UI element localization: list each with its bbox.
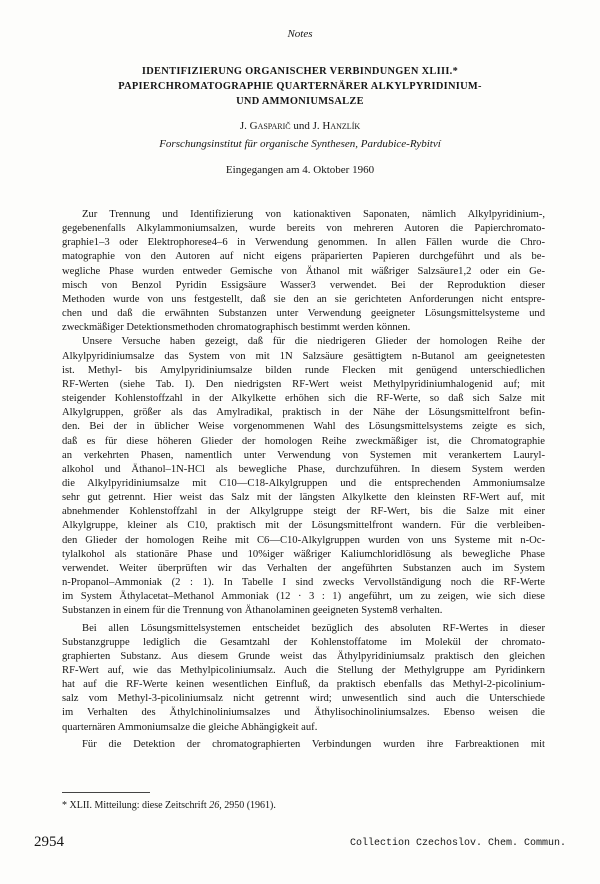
body-line: RF-Wert auf, wie das Methylpicoliniumsalz. Auch die Stellung der Methylgruppe am Pyridinkern xyxy=(62,665,545,676)
body-line: Substanzen in einem für die Trennung von Äthanolaminen geeigneten System8 verhalten. xyxy=(62,605,443,617)
body-line: wegliche Phase wurden entweder Gemische von Äthanol mit wäßriger Salzsäure1,2 oder ein Ge- xyxy=(62,265,545,277)
body-line: ist. Methyl- bis Amylpyridiniumsalze bilden runde Flecken mit genügend unterschiedlichen xyxy=(62,364,545,376)
body-line: im System Äthylacetat–Methanol Ammoniak (12 · 3 : 1) angeführt, um zu zeigen, wie sich diese xyxy=(62,591,545,603)
body-line: Bei allen Lösungsmittelsystemen entscheidet bezüglich des absoluten RF-Wertes in dieser xyxy=(82,622,545,634)
body-line: die Alkylpyridiniumsalze mit C10—C18-Alkylgruppen und die entsprechenden Ammoniumsalze xyxy=(62,477,545,489)
body-line: daß es für diese höheren Glieder der homologen Reihe zweckmäßiger ist, die Chromatographie xyxy=(62,435,545,447)
title-line-1: IDENTIFIZIERUNG ORGANISCHER VERBINDUNGEN XLIII.* xyxy=(141,66,459,77)
article-body xyxy=(62,208,545,752)
body-line: den Glieder der homologen Reihe mit C6—C10-Alkylgruppen wurden von uns Systeme mit n-Oc- xyxy=(62,534,545,546)
title-line-2: PAPIERCHROMATOGRAPHIE QUARTERNÄRER ALKYLPYRIDINIUM- xyxy=(118,81,482,92)
paragraph-2 xyxy=(62,335,545,618)
page-number: 2954 xyxy=(34,834,64,850)
paragraph-4 xyxy=(62,738,545,752)
body-line: hat auf die RF-Werte keinen wesentlichen Einfluß, da praktisch ebenfalls das Methyl-2-picolinium- xyxy=(62,679,545,691)
footnote-text-end: 2950 (1961). xyxy=(221,800,276,811)
body-line: chen und daß die erwähnten Substanzen unter Verwendung geeigneter Lösungsmittelsysteme und xyxy=(62,308,545,320)
journal-name: Collection Czechoslov. Chem. Commun. xyxy=(349,838,566,849)
body-line: misch von Benzol Pyridin Essigsäure Wasser3 verwendet. Bei der Reproduktion dieser xyxy=(62,279,545,291)
author-1: J. Gasparič xyxy=(239,120,291,132)
author-2: J. Hanzlík xyxy=(312,120,361,132)
body-line: Alkylpyridiniumsalze das System von mit 1N Salzsäure gesättigtem n-Butanol am geeignetesten xyxy=(62,350,545,362)
body-line: gegebenenfalls Alkylammoniumsalzen, wurde bereits von mehreren Autoren die Papierchromato- xyxy=(62,223,545,235)
article-title xyxy=(0,64,600,109)
body-line: n-Propanol–Ammoniak (2 : 1). In Tabelle I sind zwecks Vervollständigung noch die RF-Werte xyxy=(62,577,545,589)
body-line: alkohol und Äthanol–1N-HCl als bewegliche Phase, durchzuführen. In diesem System werden xyxy=(62,463,545,475)
body-line: abnehmender Kohlenstoffzahl in der Alkylgruppe steigt der RF-Wert, bis die Salze mit einer xyxy=(62,506,545,518)
body-line: Zur Trennung und Identifizierung von kationaktiven Saponaten, nämlich Alkylpyridinium-, xyxy=(82,209,545,220)
body-line: steigender Kohlenstoffzahl in der Alkylkette erhöhen sich die RF-Werte, so daß sich Salze mit xyxy=(62,393,545,405)
body-line: graphierten Substanz. Aus diesem Grunde weist das Äthylpyridiniumsalz praktisch den gleichen xyxy=(62,650,545,662)
footnote-text: * XLII. Mitteilung: diese Zeitschrift xyxy=(62,800,210,811)
body-line: matographie von den Autoren auf nicht eigens präparierten Papieren durchgeführt und als be- xyxy=(62,251,545,263)
affiliation: Forschungsinstitut für organische Synthesen, Pardubice-Rybitví xyxy=(159,138,441,150)
running-head: Notes xyxy=(287,28,313,40)
body-line: verwendet. Weiter überprüften wir das Verhalten der angeführten Substanzen auch im System xyxy=(62,562,545,574)
body-line: salz vom Methyl-3-picoliniumsalz nicht getrennt wird; unwesentlich sind auch die Unterschiede xyxy=(62,693,545,705)
authors xyxy=(0,120,600,132)
body-line: tylalkohol als stationäre Phase und 10%iger wäßriger Kaliumchloridlösung als bewegliche Phase xyxy=(62,548,545,560)
received-date: Eingegangen am 4. Oktober 1960 xyxy=(225,164,375,176)
footnote-divider xyxy=(62,792,150,793)
body-line: im Verhalten des Äthylchinoliniumsalzes und Äthylisochinoliniumsalzes. Ebenso weisen die xyxy=(62,707,545,719)
body-line: Unsere Versuche haben gezeigt, daß für die niedrigeren Glieder der homologen Reihe der xyxy=(82,336,545,348)
body-line: quarternären Ammoniumsalze die gleiche Abhängigkeit auf. xyxy=(62,721,318,733)
body-line: den. Bei der in üblicher Weise vorgenommenen Wahl des Lösungsmittelsystems zeigte es sich, xyxy=(62,421,545,433)
body-line: Substanzgruppe lediglich die Gesamtzahl der Kohlenstoffatome im Molekül der chromato- xyxy=(62,636,545,648)
body-line: Methoden wurde von uns festgestellt, daß sie den an sie gerichteten Anforderungen nicht entspre- xyxy=(62,293,545,305)
paragraph-1 xyxy=(62,208,545,335)
body-line: graphie1–3 oder Elektrophorese4–6 in Verwendung genommen. In allen Fällen wurde die Chro- xyxy=(62,237,545,249)
author-connector: und xyxy=(293,120,310,132)
body-line: Alkylgruppe, kleiner als C10, praktisch mit der Lösungsmittelfront wandern. Für die verbleiben- xyxy=(62,520,545,532)
body-line: an verkehrten Phasen, namentlich unter Verwendung von Systemen mit verankertem Lauryl- xyxy=(62,449,545,461)
body-line: Für die Detektion der chromatographierten Verbindungen wurden ihre Farbreaktionen mit xyxy=(82,738,545,750)
footnote xyxy=(62,800,276,811)
body-line: Alkylgruppen, größer als das Amylradikal, praktisch in der Nähe der Lösungsmittelfront befin- xyxy=(62,407,545,419)
paragraph-3 xyxy=(62,622,545,735)
body-line: sehr gut getrennt. Hier weist das Salz mit der längsten Alkylkette den kleinsten RF-Wert auf, mit xyxy=(62,492,545,504)
body-line: zweckmäßiger Detektionsmethoden chromatographisch bestimmt werden können. xyxy=(62,322,411,334)
body-line: RF-Werten (siehe Tab. I). Den niedrigsten RF-Wert weist Methylpyridiniumhalogenid auf; mit xyxy=(62,378,545,390)
footnote-volume: 26, xyxy=(209,800,222,811)
title-line-3: UND AMMONIUMSALZE xyxy=(236,96,364,107)
